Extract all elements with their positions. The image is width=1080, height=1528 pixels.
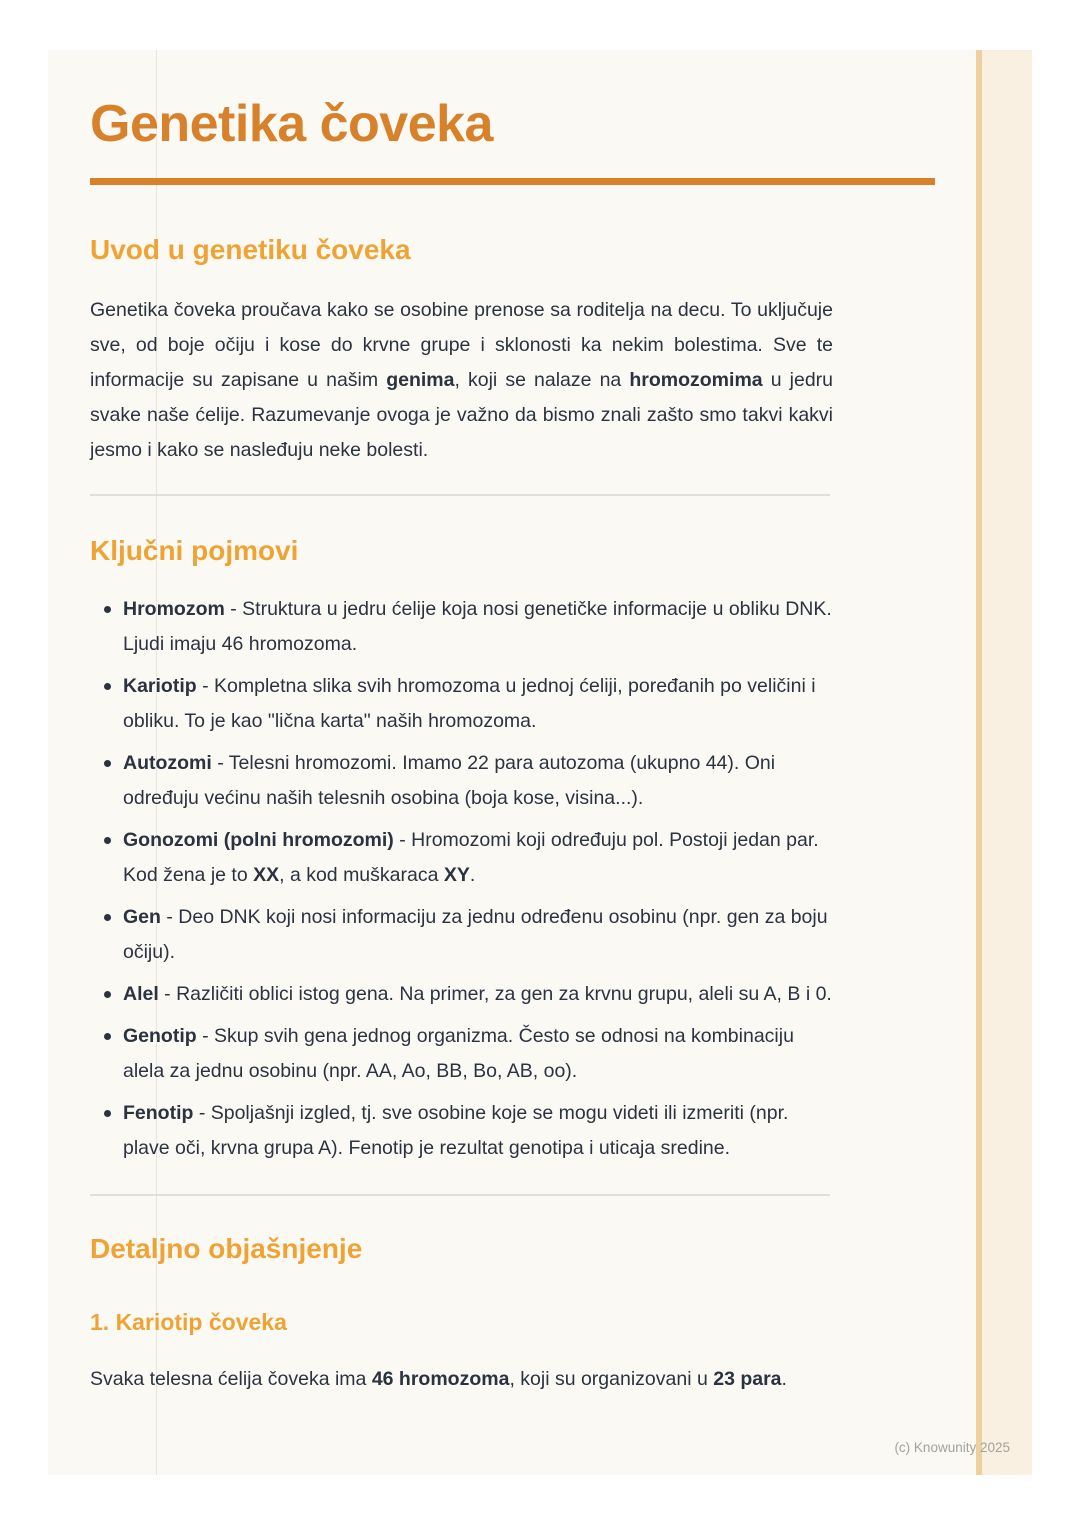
section-heading-detailed: Detaljno objašnjenje: [90, 1233, 363, 1264]
document-content: [90, 50, 833, 1397]
key-term-item: Fenotip - Spoljašnji izgled, tj. sve osobine koje se mogu videti ili izmeriti (npr. plave oči, krvna grupa A). Fenotip je rezultat genotipa i uticaja sredine.: [123, 1096, 833, 1166]
section-divider: [90, 494, 830, 496]
intro-paragraph: Genetika čoveka proučava kako se osobine prenose sa roditelja na decu. To uključuje sve, od boje očiju i kose do krvne grupe i sklonosti ka nekim bolestima. Sve te informacije su zapisane u našim genima, koji se nalaze na hromozomima u jedru svake naše ćelije. Razumevanje ovoga je važno da bismo znali zašto smo takvi kakvi jesmo i kako se nasleđuju neke bolesti.: [90, 299, 833, 461]
key-term-item: Kariotip - Kompletna slika svih hromozoma u jednoj ćeliji, poređanih po veličini i obliku. To je kao "lična karta" naših hromozoma.: [123, 669, 833, 739]
key-term-item: Gonozomi (polni hromozomi) - Hromozomi koji određuju pol. Postoji jedan par. Kod žena je to XX, a kod muškaraca XY.: [123, 823, 833, 893]
title-rule: [90, 178, 935, 185]
section-heading-key-terms: Ključni pojmovi: [90, 535, 299, 566]
key-term-item: Autozomi - Telesni hromozomi. Imamo 22 para autozoma (ukupno 44). Oni određuju većinu naših telesnih osobina (boja kose, visina...).: [123, 746, 833, 816]
page-title: Genetika čoveka: [90, 95, 493, 153]
document-page: [48, 50, 1032, 1475]
key-term-item: Hromozom - Struktura u jedru ćelije koja nosi genetičke informacije u obliku DNK. Ljudi imaju 46 hromozoma.: [123, 592, 833, 662]
key-term-item: Gen - Deo DNK koji nosi informaciju za jednu određenu osobinu (npr. gen za boju očiju).: [123, 900, 833, 970]
key-term-item: Alel - Različiti oblici istog gena. Na primer, za gen za krvnu grupu, aleli su A, B i 0.: [123, 977, 833, 1012]
key-term-item: Genotip - Skup svih gena jednog organizma. Često se odnosi na kombinaciju alela za jednu osobinu (npr. AA, Ao, BB, Bo, AB, oo).: [123, 1019, 833, 1089]
section-heading-intro: Uvod u genetiku čoveka: [90, 234, 411, 265]
subsection-heading-kariotip: 1. Kariotip čoveka: [90, 1309, 287, 1335]
key-terms-list: [90, 592, 833, 1166]
kariotip-paragraph: Svaka telesna ćelija čoveka ima 46 hromozoma, koji su organizovani u 23 para.: [90, 1368, 787, 1390]
section-divider: [90, 1194, 830, 1196]
watermark: (c) Knowunity 2025: [894, 1440, 1010, 1455]
page-right-strip: [976, 50, 1032, 1475]
